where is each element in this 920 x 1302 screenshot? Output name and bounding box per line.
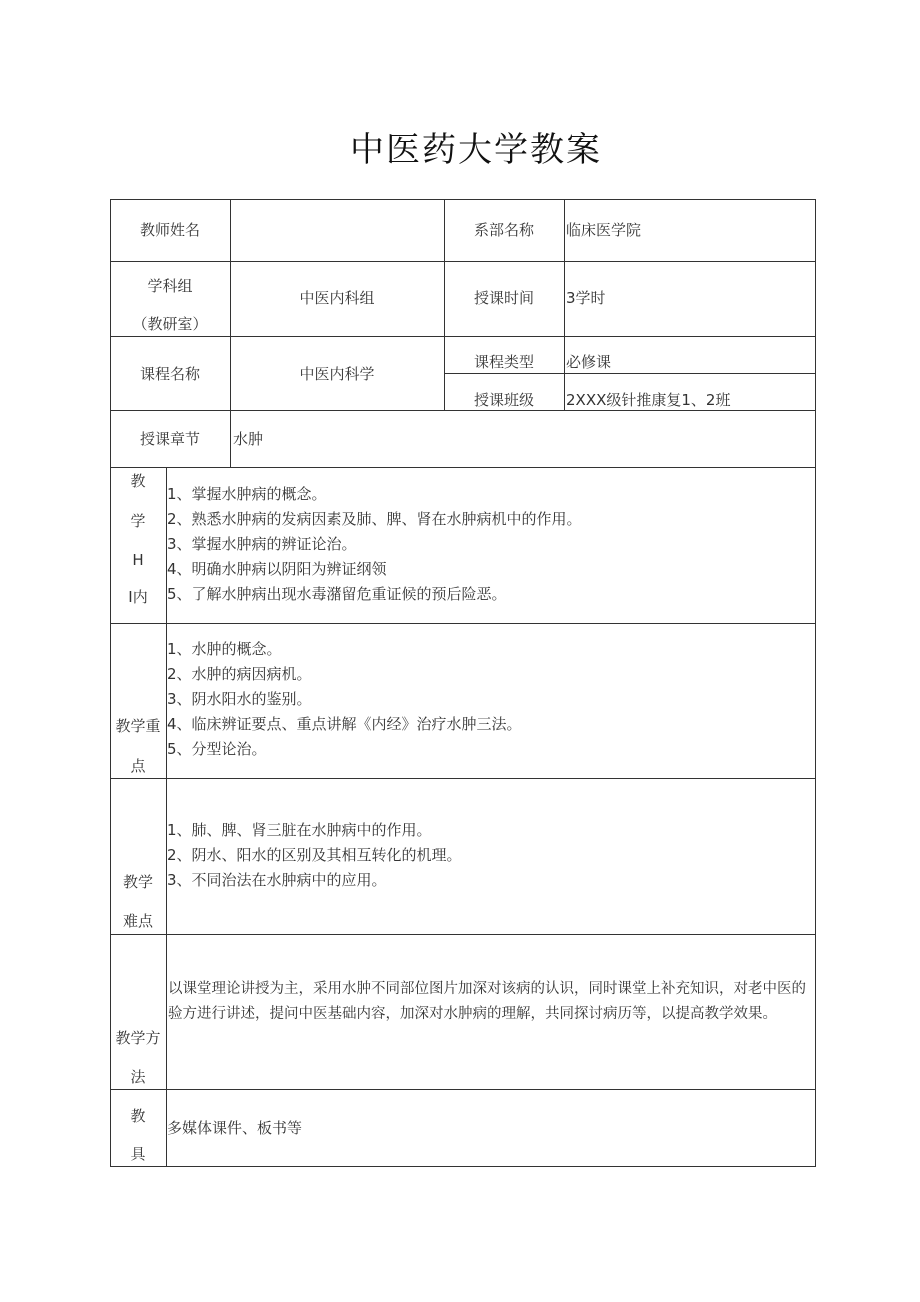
- list-item: 2、熟悉水肿病的发病因素及肺、脾、肾在水肿病机中的作用。: [167, 510, 582, 528]
- list-item: 2、阴水、阳水的区别及其相互转化的机理。: [167, 846, 462, 864]
- teaching-time-label: 授课时间: [473, 289, 534, 307]
- difficulties-list: [167, 818, 462, 893]
- teacher-name-label: 教师姓名: [139, 221, 200, 239]
- class-label: 授课班级: [473, 391, 534, 409]
- tools-label-2: 具: [130, 1145, 146, 1163]
- subject-group-label: 学科组: [147, 277, 193, 295]
- department-label: 系部名称: [473, 221, 534, 239]
- list-item: 1、肺、脾、肾三脏在水肿病中的作用。: [167, 821, 432, 839]
- chapter-value: 水肿: [233, 430, 264, 448]
- course-type-value: 必修课: [566, 353, 612, 371]
- key-points-label-2: 点: [130, 757, 146, 775]
- row-divider: [110, 1089, 816, 1090]
- list-item: 2、水肿的病因病机。: [167, 665, 312, 683]
- chapter-label: 授课章节: [139, 430, 200, 448]
- difficulties-label-2: 难点: [122, 912, 153, 930]
- row-divider: [110, 778, 816, 779]
- difficulties-label: 教学: [122, 873, 153, 891]
- tools-label: 教: [130, 1107, 146, 1125]
- objectives-label-char: 教: [130, 472, 146, 490]
- list-item: 5、分型论治。: [167, 740, 267, 758]
- row-divider: [110, 934, 816, 935]
- class-value: 2XXX级针推康复1、2班: [566, 391, 731, 409]
- course-name-value: 中医内科学: [299, 365, 375, 383]
- list-item: 1、掌握水肿病的概念。: [167, 485, 327, 503]
- course-name-label: 课程名称: [139, 365, 200, 383]
- subject-group-sublabel: （教研室）: [132, 315, 208, 333]
- list-item: 3、阴水阳水的鉴别。: [167, 690, 312, 708]
- objectives-label-char: H: [132, 551, 144, 569]
- row-divider: [110, 261, 816, 262]
- key-points-list: [167, 637, 522, 762]
- row-divider: [110, 336, 816, 337]
- list-item: 4、临床辨证要点、重点讲解《内经》治疗水肿三法。: [167, 715, 522, 733]
- methods-text: 以课堂理论讲授为主，采用水肿不同部位图片加深对该病的认识，同时课堂上补充知识，对老中医的验方进行讲述，提问中医基础内容，加深对水肿病的理解，共同探讨病历等，以提高教学效果。: [168, 981, 806, 1022]
- col-divider: [564, 199, 565, 410]
- key-points-label: 教学重: [115, 717, 161, 735]
- department-value: 临床医学院: [566, 221, 642, 239]
- list-item: 5、了解水肿病出现水毒潴留危重证候的预后险恶。: [167, 585, 507, 603]
- col-divider: [230, 199, 231, 467]
- tools-text: 多媒体课件、板书等: [167, 1119, 303, 1137]
- objectives-label-char: 学: [130, 512, 146, 530]
- row-divider: [110, 410, 816, 411]
- objectives-label-char: I内: [128, 588, 148, 606]
- methods-label: 教学方: [115, 1029, 161, 1047]
- row-divider: [110, 467, 816, 468]
- row-divider: [444, 373, 816, 374]
- list-item: 3、不同治法在水肿病中的应用。: [167, 871, 387, 889]
- page-title: 中医药大学教案: [350, 130, 602, 170]
- subject-group-value: 中医内科组: [299, 289, 375, 307]
- course-type-label: 课程类型: [473, 353, 534, 371]
- list-item: 4、明确水肿病以阴阳为辨证纲领: [167, 560, 387, 578]
- list-item: 1、水肿的概念。: [167, 640, 282, 658]
- objectives-list: [167, 482, 582, 607]
- row-divider: [110, 623, 816, 624]
- teaching-time-value: 3学时: [566, 289, 606, 307]
- methods-label-2: 法: [130, 1068, 146, 1086]
- objectives-label: [112, 470, 164, 620]
- list-item: 3、掌握水肿病的辨证论治。: [167, 535, 357, 553]
